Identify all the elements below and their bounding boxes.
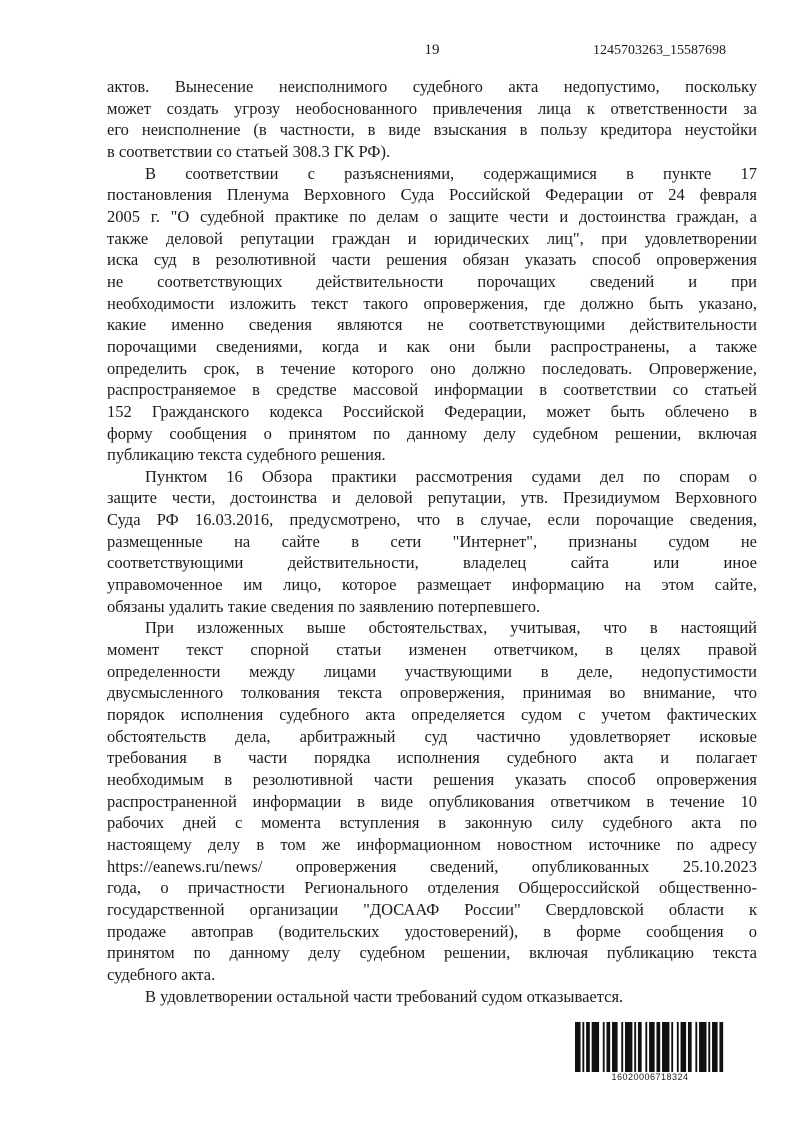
barcode <box>575 1022 725 1083</box>
text-line: Суда РФ 16.03.2016, предусмотрено, что в случае, если порочащие сведения, <box>107 510 757 530</box>
text-line: также деловой репутации граждан и юридических лиц", при удовлетворении <box>107 228 757 248</box>
text-line: актов. Вынесение неисполнимого судебного акта недопустимо, поскольку <box>107 77 757 96</box>
text-line: может создать угрозу необоснованного привлечения лица к ответственности за <box>107 98 757 118</box>
text-line: распространяемое в средстве массовой информации в соответствии со статьей <box>107 380 757 400</box>
text-line: обстоятельств дела, арбитражный суд частично удовлетворяет исковые <box>107 726 757 746</box>
text-line: необходимым в резолютивной части решения указать способ опровержения <box>107 770 757 789</box>
paragraph <box>107 617 757 985</box>
page-number: 19 <box>424 42 440 58</box>
text-line: необходимости изложить текст такого опровержения, где должно быть указано, <box>107 293 757 313</box>
text-line: двусмысленного толкования текста опровержения, принимая во внимание, что <box>107 683 757 703</box>
text-line: определить срок, в течение которого оно должно последовать. Опровержение, <box>107 358 757 378</box>
document-body <box>107 76 757 1007</box>
text-line: продаже автоправ (водительских удостоверений), в форме сообщения о <box>107 921 757 941</box>
text-line: В удовлетворении остальной части требований судом отказывается. <box>145 986 624 1006</box>
text-line: распространенной информации в виде опубликования ответчиком в течение 10 <box>107 791 757 811</box>
barcode-icon <box>575 1022 725 1072</box>
text-line: постановления Пленума Верховного Суда Российской Федерации от 24 февраля <box>107 185 757 205</box>
text-line: обязаны удалить такие сведения по заявлению потерпевшего. <box>107 596 541 616</box>
text-line: порядок исполнения судебного акта определяется судом с учетом фактических <box>107 705 757 725</box>
paragraph <box>107 466 757 618</box>
text-line: иска суд в резолютивной части решения обязан указать способ опровержения <box>107 250 757 270</box>
text-line: момент текст спорной статьи изменен ответчиком, в целях правой <box>107 640 757 660</box>
text-line: публикацию текста судебного решения. <box>107 445 386 465</box>
paragraph <box>107 76 757 163</box>
text-line: форму сообщения о принятом по данному делу судебном решении, включая <box>107 423 757 443</box>
paragraph <box>107 986 757 1008</box>
text-line: порочащими сведениями, когда и как они были распространены, а также <box>107 336 757 356</box>
paragraph <box>107 163 757 466</box>
text-line: управомоченное им лицо, которое размещает информацию на этом сайте, <box>107 575 757 595</box>
text-line: принятом по данному делу судебном решении, включая публикацию текста <box>107 943 757 963</box>
text-line: защите чести, достоинства и деловой репутации, утв. Президиумом Верховного <box>107 488 757 508</box>
barcode-number: 16020006718324 <box>611 1072 689 1082</box>
text-line: не соответствующих действительности порочащих сведений и при <box>107 271 757 291</box>
text-line: определенности между лицами участвующими в деле, недопустимости <box>107 661 757 681</box>
text-line: 152 Гражданского кодекса Российской Федерации, может быть облечено в <box>107 401 757 421</box>
text-line: в соответствии со статьей 308.3 ГК РФ). <box>107 141 391 161</box>
text-line: требования в части порядка исполнения судебного акта и полагает <box>107 748 757 768</box>
text-line: государственной организации "ДОСААФ России" Свердловской области к <box>107 899 757 919</box>
document-id: 1245703263_15587698 <box>593 43 726 58</box>
text-line: его неисполнение (в частности, в виде взыскания в пользу кредитора неустойки <box>107 120 757 140</box>
text-line: В соответствии с разъяснениями, содержащимися в пункте 17 <box>145 163 757 183</box>
text-line: какие именно сведения являются не соответствующими действительности <box>107 315 757 335</box>
text-line: судебного акта. <box>107 964 216 984</box>
text-line: рабочих дней с момента вступления в законную силу судебного акта по <box>107 813 757 833</box>
text-line: https://eanews.ru/news/ опровержения сведений, опубликованных 25.10.2023 <box>107 856 757 876</box>
text-line: размещенные на сайте в сети "Интернет", признаны судом не <box>107 531 757 551</box>
text-line: Пунктом 16 Обзора практики рассмотрения судами дел по спорам о <box>145 466 757 486</box>
text-line: 2005 г. "О судебной практике по делам о защите чести и достоинства граждан, а <box>107 206 757 226</box>
text-line: года, о причастности Регионального отделения Общероссийской общественно- <box>107 878 757 898</box>
text-line: настоящему делу в том же информационном новостном источнике по адресу <box>107 834 757 854</box>
text-line: соответствующими действительности, владелец сайта или иное <box>107 553 757 573</box>
text-line: При изложенных выше обстоятельствах, учитывая, что в настоящий <box>145 618 757 638</box>
